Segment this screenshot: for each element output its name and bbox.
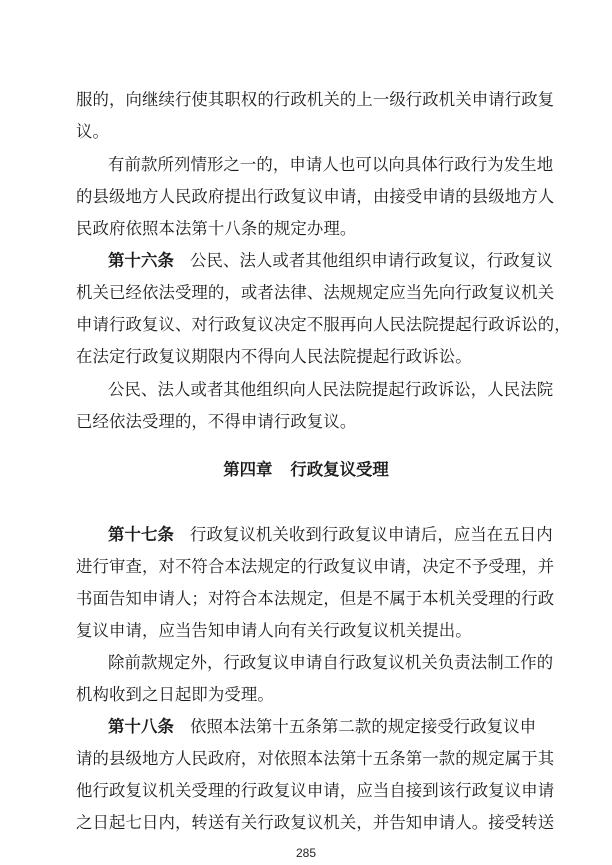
body-line: 申请行政复议、对行政复议决定不服再向人民法院提起行政诉讼的， (76, 315, 571, 334)
chapter-heading (0, 459, 612, 481)
body-text: 依照本法第十五条第二款的规定接受行政复议申 (189, 717, 537, 736)
body-line: 复议申请，应当告知申请人向有关行政复议机关提出。 (76, 621, 472, 640)
article-16-line (108, 250, 553, 272)
body-line: 有前款所列情形之一的，申请人也可以向具体行政行为发生地 (108, 155, 554, 174)
body-line: 之日起七日内，转送有关行政复议机关，并告知申请人。接受转送 (76, 813, 555, 832)
article-17-line (108, 524, 553, 546)
body-line: 书面告知申请人；对符合本法规定，但是不属于本机关受理的行政 (76, 589, 555, 608)
body-line: 机关已经依法受理的，或者法律、法规规定应当先向行政复议机关 (76, 283, 555, 302)
body-text: 行政复议机关收到行政复议申请后，应当在五日内 (189, 525, 553, 544)
body-text: 公民、法人或者其他组织申请行政复议，行政复议 (189, 251, 553, 270)
body-line: 机构收到之日起即为受理。 (76, 685, 274, 704)
body-line: 进行审查，对不符合本法规定的行政复议申请，决定不予受理，并 (76, 557, 555, 576)
body-line: 除前款规定外，行政复议申请自行政复议机关负责法制工作的 (108, 653, 554, 672)
article-label: 第十七条 (108, 525, 174, 544)
body-line: 已经依法受理的，不得申请行政复议。 (76, 412, 357, 431)
article-label: 第十八条 (108, 717, 174, 736)
body-line: 的县级地方人民政府提出行政复议申请，由接受申请的县级地方人 (76, 187, 555, 206)
chapter-number: 第四章 (223, 460, 273, 479)
article-18-line (108, 716, 538, 738)
body-line: 请的县级地方人民政府，对依照本法第十五条第一款的规定属于其 (76, 749, 555, 768)
body-line: 公民、法人或者其他组织向人民法院提起行政诉讼，人民法院 (108, 380, 554, 399)
article-label: 第十六条 (108, 251, 174, 270)
body-line: 议。 (76, 122, 109, 141)
chapter-title: 行政复议受理 (290, 460, 389, 479)
page-number: 285 (295, 846, 317, 860)
body-line: 他行政复议机关受理的行政复议申请，应当自接到该行政复议申请 (76, 781, 555, 800)
body-line: 服的，向继续行使其职权的行政机关的上一级行政机关申请行政复 (76, 90, 555, 109)
body-line: 民政府依照本法第十八条的规定办理。 (76, 219, 357, 238)
body-line: 在法定行政复议期限内不得向人民法院提起行政诉讼。 (76, 347, 472, 366)
